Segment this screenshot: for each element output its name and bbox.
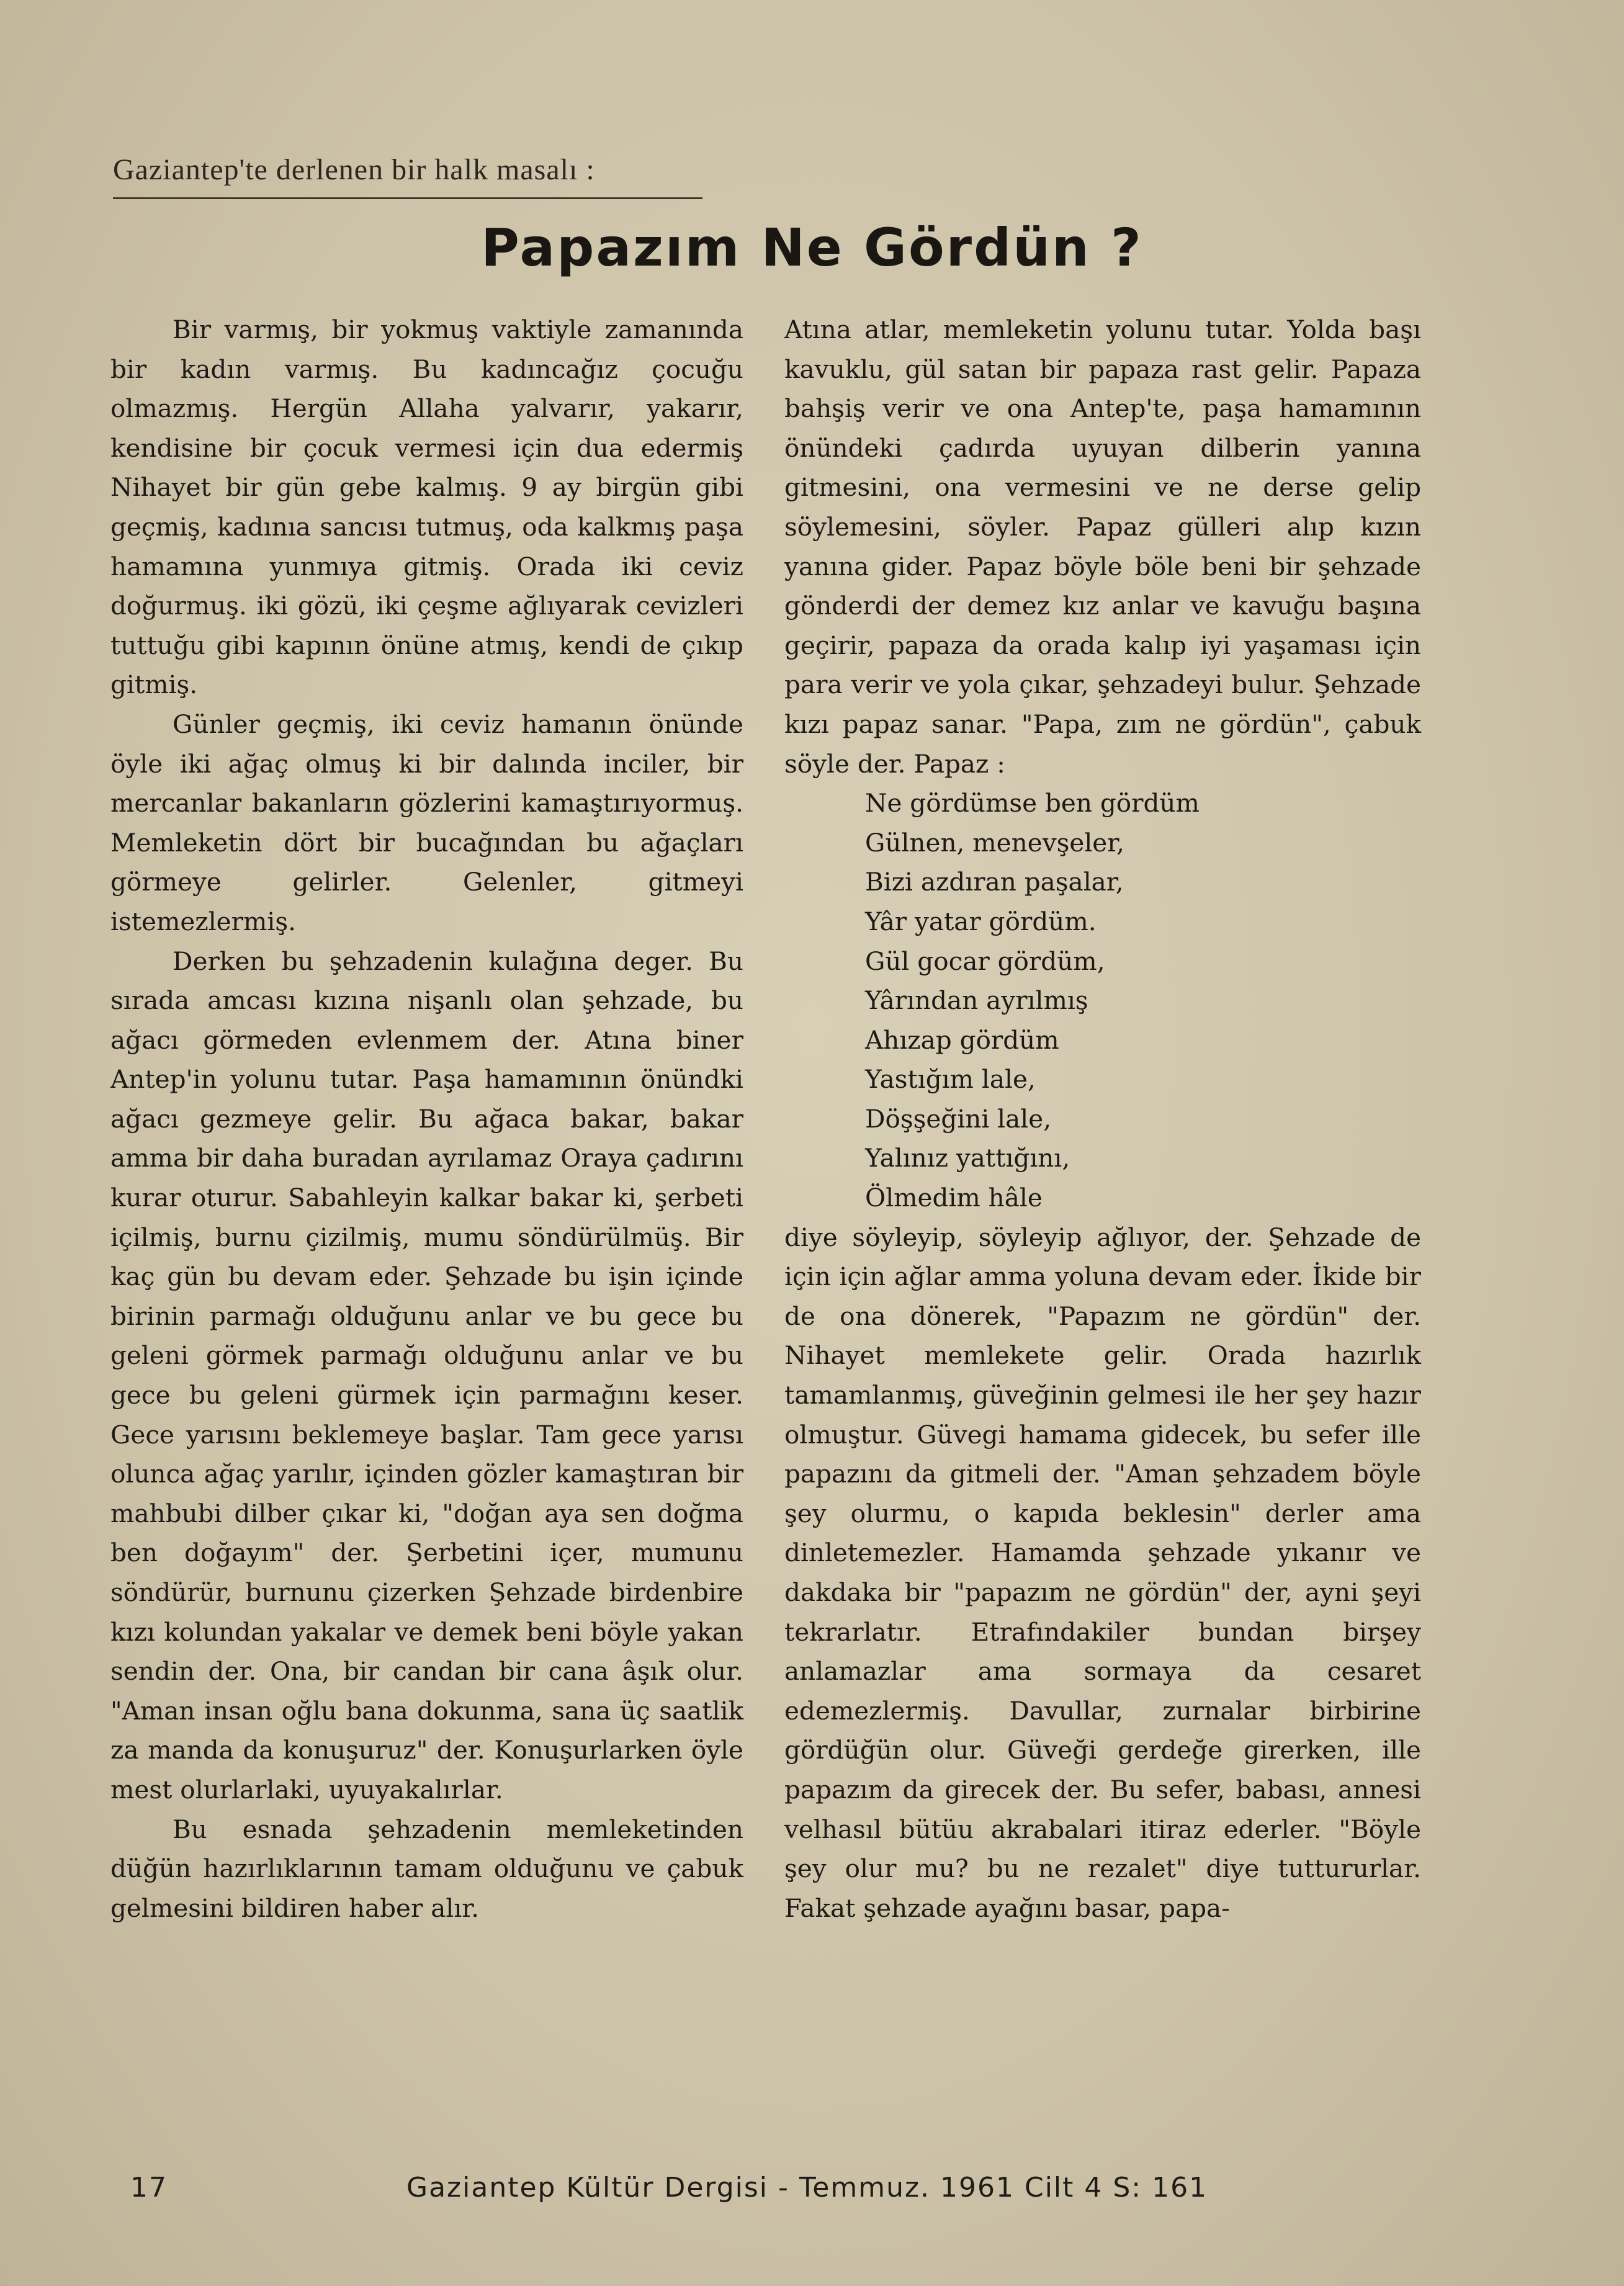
poem-line: Bizi azdıran paşalar,: [865, 867, 1124, 897]
paragraph: Günler geçmiş, iki ceviz hamanın önünde öyle iki ağaç olmuş ki bir dalında inciler, bir mercanlar bakanların gözlerini kamaştırıyormuş. Memleketin dört bir bucağından bu ağaçları görmeye gelirler. Gelenler, gitmeyi istemezlermiş.: [110, 709, 743, 936]
paragraph: Derken bu şehzadenin kulağına deger. Bu sırada amcası kızına nişanlı olan şehzade, bu ağacı görmeden evlenmem der. Atına biner Antep'in yolunu tutar. Paşa hamamının önündki ağacı gezmeye gelir. Bu ağaca bakar, bakar amma bir daha buradan ayrılamaz Oraya çadırını kurar oturur. Sabahleyin kalkar bakar ki, şerbeti içilmiş, burnu çizilmiş, mumu söndürülmüş. Bir kaç gün bu devam eder. Şehzade bu işin içinde birinin parmağı olduğunu anlar ve bu gece bu geleni görmek parmağı olduğunu anlar ve bu gece bu geleni gürmek için parmağını keser. Gece yarısını beklemeye başlar. Tam gece yarısı olunca ağaç yarılır, içinden gözler kamaştıran bir mahbubi dilber çıkar ki, "doğan aya sen doğma ben doğayım" der. Şerbetini içer, mumunu söndürür, burnunu çizerken Şehzade birdenbire kızı kolundan yakalar ve demek beni böyle yakan sendin der. Ona, bir candan bir cana âşık olur. "Aman insan oğlu bana dokunma, sana üç saatlik za manda da konuşuruz" der. Konuşurlarken öyle mest olurlarlaki, uyuyakalırlar.: [110, 946, 743, 1804]
poem-line: Yastığım lale,: [865, 1064, 1036, 1095]
header-rule: [113, 197, 702, 199]
poem-line: Döşşeğini lale,: [865, 1103, 1052, 1134]
poem-line: Yalınız yattığını,: [865, 1143, 1070, 1173]
poem-line: Gülnen, menevşeler,: [865, 827, 1125, 858]
poem-line: Yârından ayrılmış: [865, 985, 1088, 1016]
paragraph: Bu esnada şehzadenin memleketinden düğün hazırlıklarının tamam olduğunu ve çabuk gelmesini bildiren haber alır.: [110, 1814, 743, 1923]
poem-line: Ne gördümse ben gördüm: [865, 788, 1200, 818]
poem-line: Yâr yatar gördüm.: [865, 906, 1097, 936]
poem-line: Ölmedim hâle: [865, 1183, 1043, 1213]
story-title: Papazım Ne Gördün ?: [481, 217, 1143, 278]
page-number: 17: [130, 2172, 168, 2203]
publication-info: Gaziantep Kültür Dergisi - Temmuz. 1961 Cilt 4 S: 161: [406, 2172, 1208, 2203]
poem: [784, 784, 1421, 1218]
paragraph: Bir varmış, bir yokmuş vaktiyle zamanında bir kadın varmış. Bu kadıncağız çocuğu olmazmış. Hergün Allaha yalvarır, yakarır, kendisine bir çocuk vermesi için dua edermiş Nihayet bir gün gebe kalmış. 9 ay birgün gibi geçmiş, kadınıa sancısı tutmuş, oda kalkmış paşa hamamına yunmıya gitmiş. Orada iki ceviz doğurmuş. iki gözü, iki çeşme ağlıyarak cevizleri tuttuğu gibi kapının önüne atmış, kendi de çıkıp gitmiş.: [110, 315, 743, 700]
poem-line: Gül gocar gördüm,: [865, 946, 1105, 976]
left-column: [110, 310, 743, 1928]
poem-line: Ahızap gördüm: [865, 1024, 1059, 1055]
series-label: Gaziantep'te derlenen bir halk masalı :: [113, 153, 595, 186]
paragraph: diye söyleyip, söyleyip ağlıyor, der. Şehzade de için için ağlar amma yoluna devam eder. İkide bir de ona dönerek, "Papazım ne gördün" der. Nihayet memlekete gelir. Orada hazırlık tamamlanmış, güveğinin gelmesi ile her şey hazır olmuştur. Güvegi hamama gidecek, bu sefer ille papazını da gitmeli der. "Aman şehzadem böyle şey olurmu, o kapıda beklesin" derler ama dinletemezler. Hamamda şehzade yıkanır ve dakdaka bir "papazım ne gördün" der, ayni şeyi tekrarlatır. Etrafındakiler bundan birşey anlamazlar ama sormaya da cesaret edemezlermiş. Davullar, zurnalar birbirine gördüğün olur. Güveği gerdeğe girerken, ille papazım da girecek der. Bu sefer, babası, annesi velhasıl bütüu akrabalari itiraz ederler. "Böyle şey olur mu? bu ne rezalet" diye tuttururlar. Fakat şehzade ayağını basar, papa-: [784, 1222, 1421, 1923]
paragraph: Atına atlar, memleketin yolunu tutar. Yolda başı kavuklu, gül satan bir papaza rast gelir. Papaza bahşiş verir ve ona Antep'te, paşa hamamının önündeki çadırda uyuyan dilberin yanına gitmesini, ona vermesini ve ne derse gelip söylemesini, söyler. Papaz gülleri alıp kızın yanına gider. Papaz böyle böle beni bir şehzade gönderdi der demez kız anlar ve kavuğu başına geçirir, papaza da orada kalıp iyi yaşaması için para verir ve yola çıkar, şehzadeyi bulur. Şehzade kızı papaz sanar. "Papa, zım ne gördün", çabuk söyle der. Papaz :: [784, 315, 1421, 779]
right-column: [784, 310, 1421, 1928]
